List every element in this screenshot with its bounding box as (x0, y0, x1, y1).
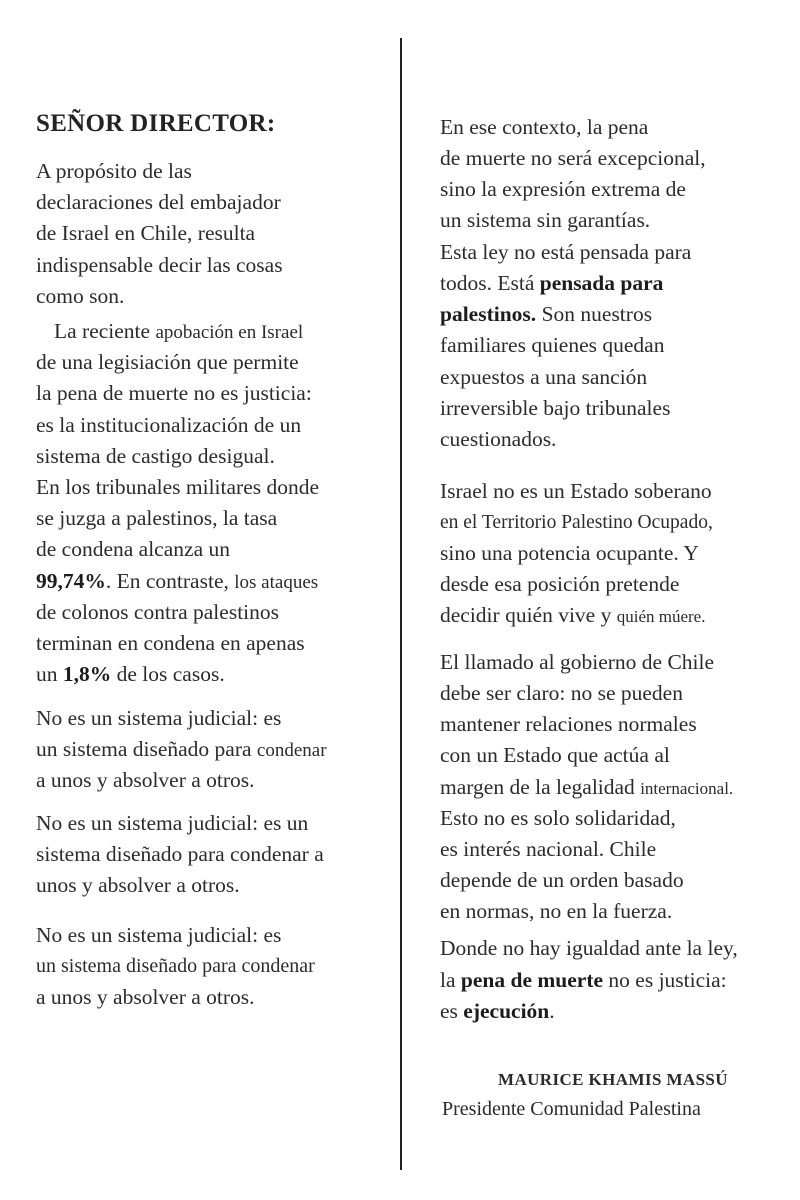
text-line: a unos y absolver a otros. (36, 985, 255, 1009)
text-line: declaraciones del embajador (36, 190, 281, 214)
text-line: un sistema diseñado para condenar (36, 955, 315, 977)
text-line: en el Territorio Palestino Ocupado, (440, 512, 713, 533)
text-line (54, 316, 303, 348)
text-span: un (36, 662, 63, 686)
text-line (440, 996, 555, 1027)
text-line: de muerte no será excepcional, (440, 146, 706, 170)
text-span: margen de la legalidad (440, 775, 635, 799)
text-line: sino la expresión extrema de (440, 177, 686, 201)
text-line: En ese contexto, la pena (440, 115, 649, 139)
text-span: no es justicia: (603, 968, 727, 992)
text-line: de una legisiación que permite (36, 350, 299, 374)
emphasis-text: pena de muerte (460, 968, 604, 992)
text-line: desde esa posición pretende (440, 572, 680, 596)
text-line: con un Estado que actúa al (440, 743, 670, 767)
text-line: es la institucionalización de un (36, 413, 302, 437)
emphasis-text: pensada para (539, 271, 664, 295)
text-line (36, 659, 225, 690)
text-line: El llamado al gobierno de Chile (440, 650, 715, 674)
text-line: depende de un orden basado (440, 868, 684, 892)
text-span: la (440, 968, 461, 992)
text-line: mantener relaciones normales (440, 712, 697, 736)
text-span: condenar (256, 740, 327, 761)
text-span: apobación en Israel (155, 322, 304, 343)
text-span: de los casos. (111, 662, 225, 686)
text-line: un sistema sin garantías. (440, 208, 651, 232)
text-span: decidir quién vive y (440, 603, 612, 627)
text-line (440, 965, 727, 996)
text-line: irreversible bajo tribunales (440, 396, 671, 420)
signature-name: MAURICE KHAMIS MASSÚ (498, 1070, 728, 1089)
text-line (440, 268, 663, 299)
text-line: de condena alcanza un (36, 537, 230, 561)
text-span: todos. Está (440, 271, 540, 295)
text-line: sino una potencia ocupante. Y (440, 541, 699, 565)
text-span: . (549, 999, 555, 1023)
text-line: unos y absolver a otros. (36, 873, 240, 897)
text-line: familiares quienes quedan (440, 333, 665, 357)
text-span: los ataques (234, 572, 319, 593)
text-line: Donde no hay igualdad ante la ley, (440, 936, 738, 960)
text-span: es (440, 999, 464, 1023)
text-line: como son. (36, 284, 125, 308)
statistic-settler-conviction: 1,8% (62, 662, 112, 686)
text-line: terminan en condena en apenas (36, 631, 305, 655)
emphasis-text: palestinos. (440, 302, 537, 326)
text-line: expuestos a una sanción (440, 365, 648, 389)
text-line: sistema diseñado para condenar a (36, 842, 324, 866)
text-line: se juzga a palestinos, la tasa (36, 506, 278, 530)
text-line: Esta ley no está pensada para (440, 240, 692, 264)
text-line: No es un sistema judicial: es (36, 706, 282, 730)
statistic-conviction-rate: 99,74% (36, 569, 106, 593)
text-line: es interés nacional. Chile (440, 837, 657, 861)
text-span: un sistema diseñado para (36, 737, 252, 761)
text-line (36, 566, 318, 598)
text-line: A propósito de las (36, 159, 192, 183)
text-line: sistema de castigo desigual. (36, 444, 275, 468)
text-line (440, 772, 733, 804)
text-line: En los tribunales militares donde (36, 475, 320, 499)
text-span: . En contraste, (105, 569, 229, 593)
text-span: internacional. (640, 779, 734, 798)
emphasis-text: ejecución (463, 999, 550, 1023)
text-line (440, 299, 652, 330)
signature-title: Presidente Comunidad Palestina (442, 1098, 701, 1120)
text-line: debe ser claro: no se pueden (440, 681, 683, 705)
text-line (36, 734, 327, 766)
text-line: a unos y absolver a otros. (36, 768, 255, 792)
text-line: indispensable decir las cosas (36, 253, 283, 277)
text-line: la pena de muerte no es justicia: (36, 381, 312, 405)
text-line: No es un sistema judicial: es un (36, 811, 309, 835)
text-span: Son nuestros (536, 302, 653, 326)
text-line: de Israel en Chile, resulta (36, 221, 256, 245)
text-line: de colonos contra palestinos (36, 600, 280, 624)
text-line: No es un sistema judicial: es (36, 923, 282, 947)
letter-heading: SEÑOR DIRECTOR: (36, 110, 276, 137)
text-line: Esto no es solo solidaridad, (440, 806, 676, 830)
text-line: Israel no es un Estado soberano (440, 479, 712, 503)
column-divider (400, 38, 402, 1170)
text-line: cuestionados. (440, 427, 557, 451)
text-span: quién múere. (616, 607, 706, 626)
text-span: La reciente (54, 319, 151, 343)
text-line (440, 600, 705, 632)
text-line: en normas, no en la fuerza. (440, 899, 673, 923)
